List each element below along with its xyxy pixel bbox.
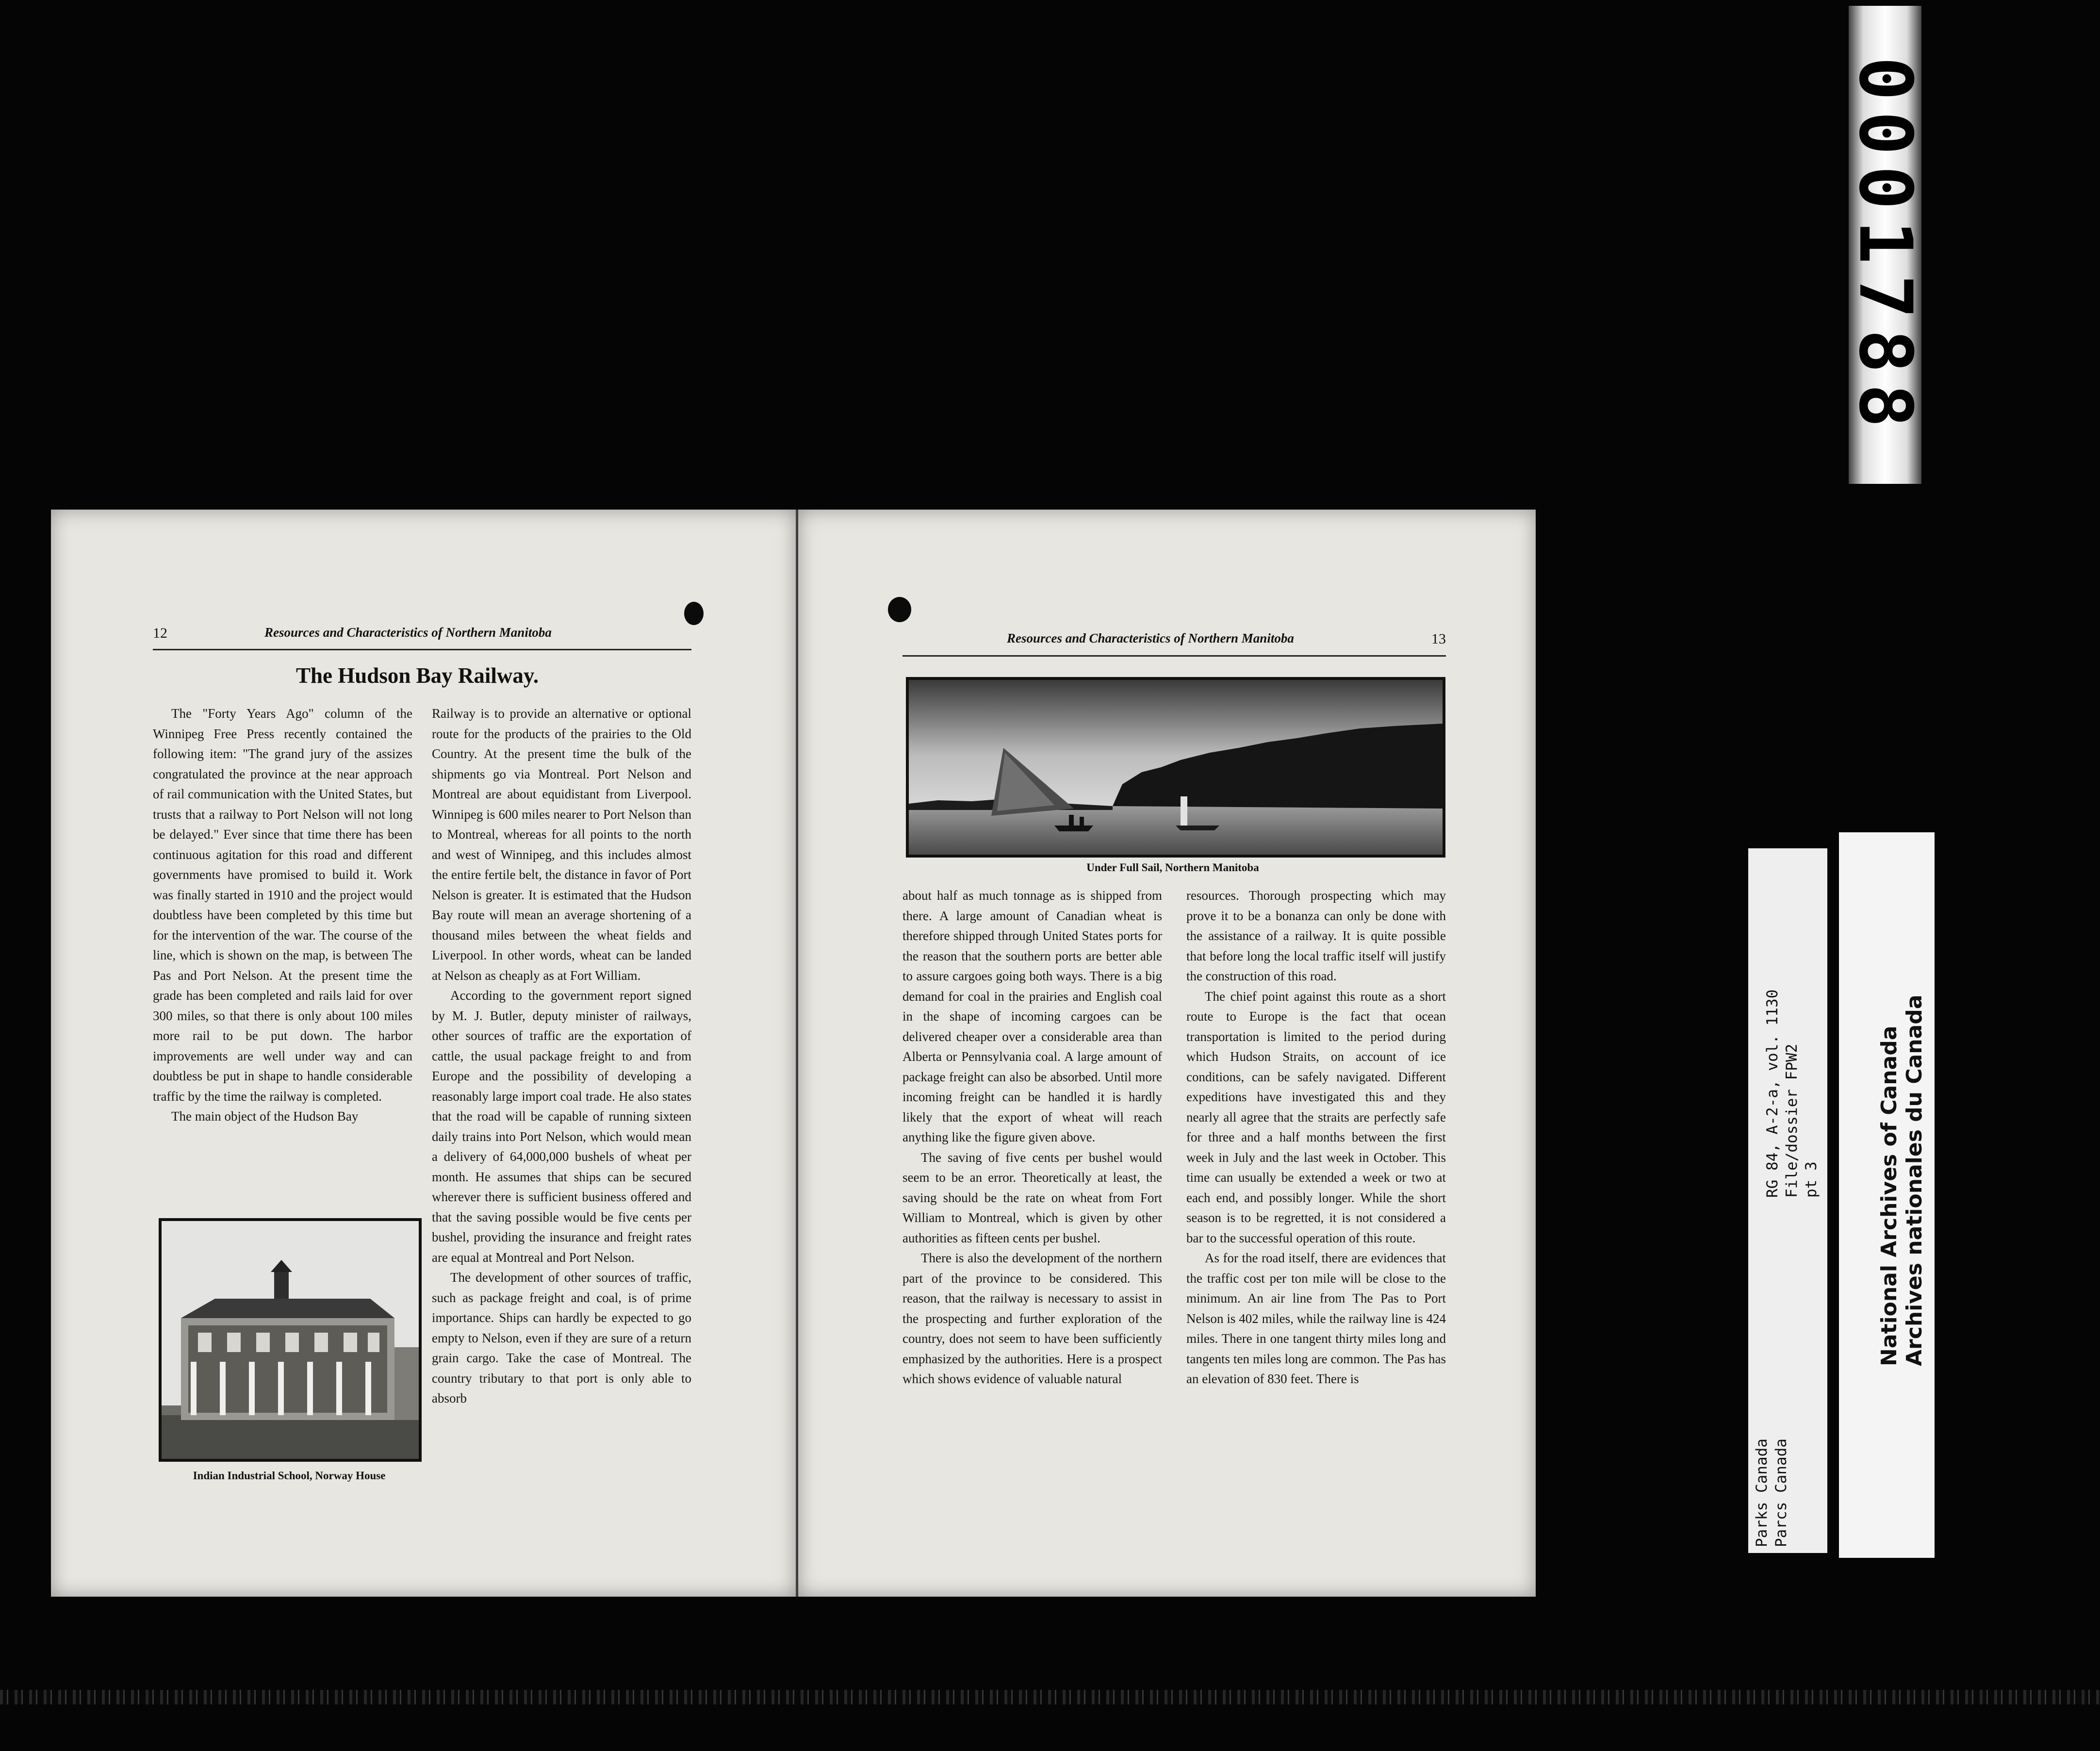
school-photo	[159, 1218, 422, 1462]
page-number: 12	[153, 625, 167, 641]
paragraph: The development of other sources of traffic, such as package freight and coal, is of prime importance. Ships can hardly be expected to go empty to Nelson, even if they are sure of a return grain cargo. Take the case of Montreal. The country tributary to that port is only able to absorb	[432, 1270, 691, 1405]
left-page	[51, 510, 796, 1597]
article-title: The Hudson Bay Railway.	[296, 663, 539, 688]
photo-caption: Indian Industrial School, Norway House	[193, 1470, 386, 1482]
archive-location-en: Parks Canada	[1753, 1438, 1771, 1547]
paragraph: As for the road itself, there are evidences that the traffic cost per ton mile will be close to the minimum. An air line from The Pas to Port Nelson is 402 miles, while the railway line is 424 miles. There in one tangent thirty miles long and tangents ten miles long are common. The Pas has an elevation of 830 feet. There is	[1186, 1251, 1446, 1386]
paragraph: The main object of the Hudson Bay	[171, 1109, 359, 1123]
punch-hole	[888, 597, 911, 622]
running-head: Resources and Characteristics of Northern Manitoba	[1007, 631, 1294, 645]
archive-reference-text	[1752, 1438, 1791, 1547]
header-rule	[902, 655, 1446, 657]
left-column-1	[153, 704, 412, 1127]
file-line: File/dossier FPW2	[1783, 1043, 1801, 1198]
page-number: 13	[1431, 631, 1446, 647]
paragraph: Railway is to provide an alternative or optional route for the products of the prairies to the Old Country. At the present time the bulk of the shipments go via Montreal. Port Nelson and Montreal are about equidistant from Liverpool. Winnipeg is 600 miles nearer to Port Nelson than to Montreal, whereas for all points to the north and west of Winnipeg, and this includes almost the entire fertile belt, the distance in favor of Port Nelson is greater. It is estimated that the Hudson Bay route will mean an average shortening of a thousand miles between the wheat fields and Liverpool. In other words, wheat can be landed at Nelson as cheaply as at Fort William.	[432, 706, 691, 983]
running-head: Resources and Characteristics of Northern Manitoba	[264, 625, 552, 640]
paragraph: According to the government report signed by M. J. Butler, deputy minister of railways, other sources of traffic are the exportation of cattle, the usual package freight to and from Europe and the possibility of developing a reasonably large import coal trade. He also states that the road will be capable of running sixteen daily trains into Port Nelson, which would mean a delivery of 64,000,000 bushels of wheat per month. He assumes that ships can be secured wherever there is sufficient business offered and that the saving possible would be five cents per bushel, providing the insurance and freight rates are equal at Montreal and Port Nelson.	[432, 988, 691, 1265]
sailboat-photo	[906, 677, 1445, 858]
right-column-1	[902, 886, 1162, 1389]
archive-location-fr: Parcs Canada	[1772, 1438, 1790, 1547]
header-rule	[153, 649, 691, 650]
paragraph: resources. Thorough prospecting which may prove it to be a bonanza can only be done with the assistance of a railway. It is quite possible that before long the local traffic itself will justify the construction of this road.	[1186, 888, 1446, 983]
archive-name-french: Archives nationales du Canada	[1902, 994, 1927, 1366]
sailboat-image	[909, 680, 1443, 855]
left-column-2	[432, 704, 691, 1409]
school-building-image	[162, 1221, 419, 1459]
record-group-line: RG 84, A-2-a, vol. 1130	[1764, 989, 1781, 1198]
archive-name-english: National Archives of Canada	[1877, 1025, 1902, 1366]
part-line: pt 3	[1803, 1161, 1820, 1198]
paragraph: The "Forty Years Ago" column of the Winnipeg Free Press recently contained the following item: "The grand jury of the assizes congratulated the province at the near approach of rail communication with the United States, but trusts that a railway to Port Nelson will not long be delayed." Ever since that time there has been continuous agitation for this road and different governments have promised to build it. Work was finally started in 1910 and the project would doubtless have been completed by this time but for the intervention of the war. The course of the line, which is shown on the map, is between The Pas and Port Nelson. At the present time the grade has been completed and rails laid for over 300 miles, so that there is only about 100 miles more rail to be put down. The harbor improvements are well under way and can doubtless be put in shape to handle considerable traffic by the time the railway is completed.	[153, 706, 412, 1104]
archive-reference-label	[1748, 848, 1827, 1553]
paragraph: The chief point against this route as a short route to Europe is the fact that ocean transportation is limited to the period during which Hudson Straits, on account of ice conditions, can be safely navigated. Different expeditions have investigated this and they nearly all agree that the straits are perfectly safe for three and a half months between the first week in July and the last week in October. This time can usually be extended a week or two at each end, and possibly longer. While the short season is to be regretted, it is not considered a bar to the successful operation of this route.	[1186, 989, 1446, 1245]
paragraph: The saving of five cents per bushel would seem to be an error. Theoretically at least, the saving should be the rate on wheat from Fort William to Montreal, which is given by other authorities as fifteen cents per bushel.	[902, 1150, 1162, 1245]
punch-hole	[684, 602, 704, 625]
archive-name-label	[1839, 832, 1935, 1558]
film-frame-number: 0001788	[1843, 56, 1927, 439]
photo-caption: Under Full Sail, Northern Manitoba	[1086, 861, 1259, 874]
archive-reference-volume	[1763, 990, 1821, 1198]
right-column-2	[1186, 886, 1446, 1389]
paragraph: There is also the development of the northern part of the province to be considered. This reason, that the railway is necessary to assist in the prospecting and further exploration of the country, does not seem to have been sufficiently emphasized by the authorities. Here is a prospect which shows evidence of valuable natural	[902, 1251, 1162, 1386]
archive-name-text	[1877, 995, 1927, 1366]
paragraph: about half as much tonnage as is shipped from there. A large amount of Canadian wheat is therefore shipped through United States ports for the reason that the southern ports are better able to assure cargoes going both ways. There is a big demand for coal in the prairies and English coal in the shape of incoming cargoes can be delivered cheaper over a considerable area than Alberta or Pennsylvania coal. A large amount of package freight can also be absorbed. Until more incoming freight can be handled it is hardly likely that the export of wheat will reach anything like the figure given above.	[902, 888, 1162, 1144]
right-page	[798, 510, 1536, 1597]
scan-noise-strip	[0, 1690, 2100, 1704]
